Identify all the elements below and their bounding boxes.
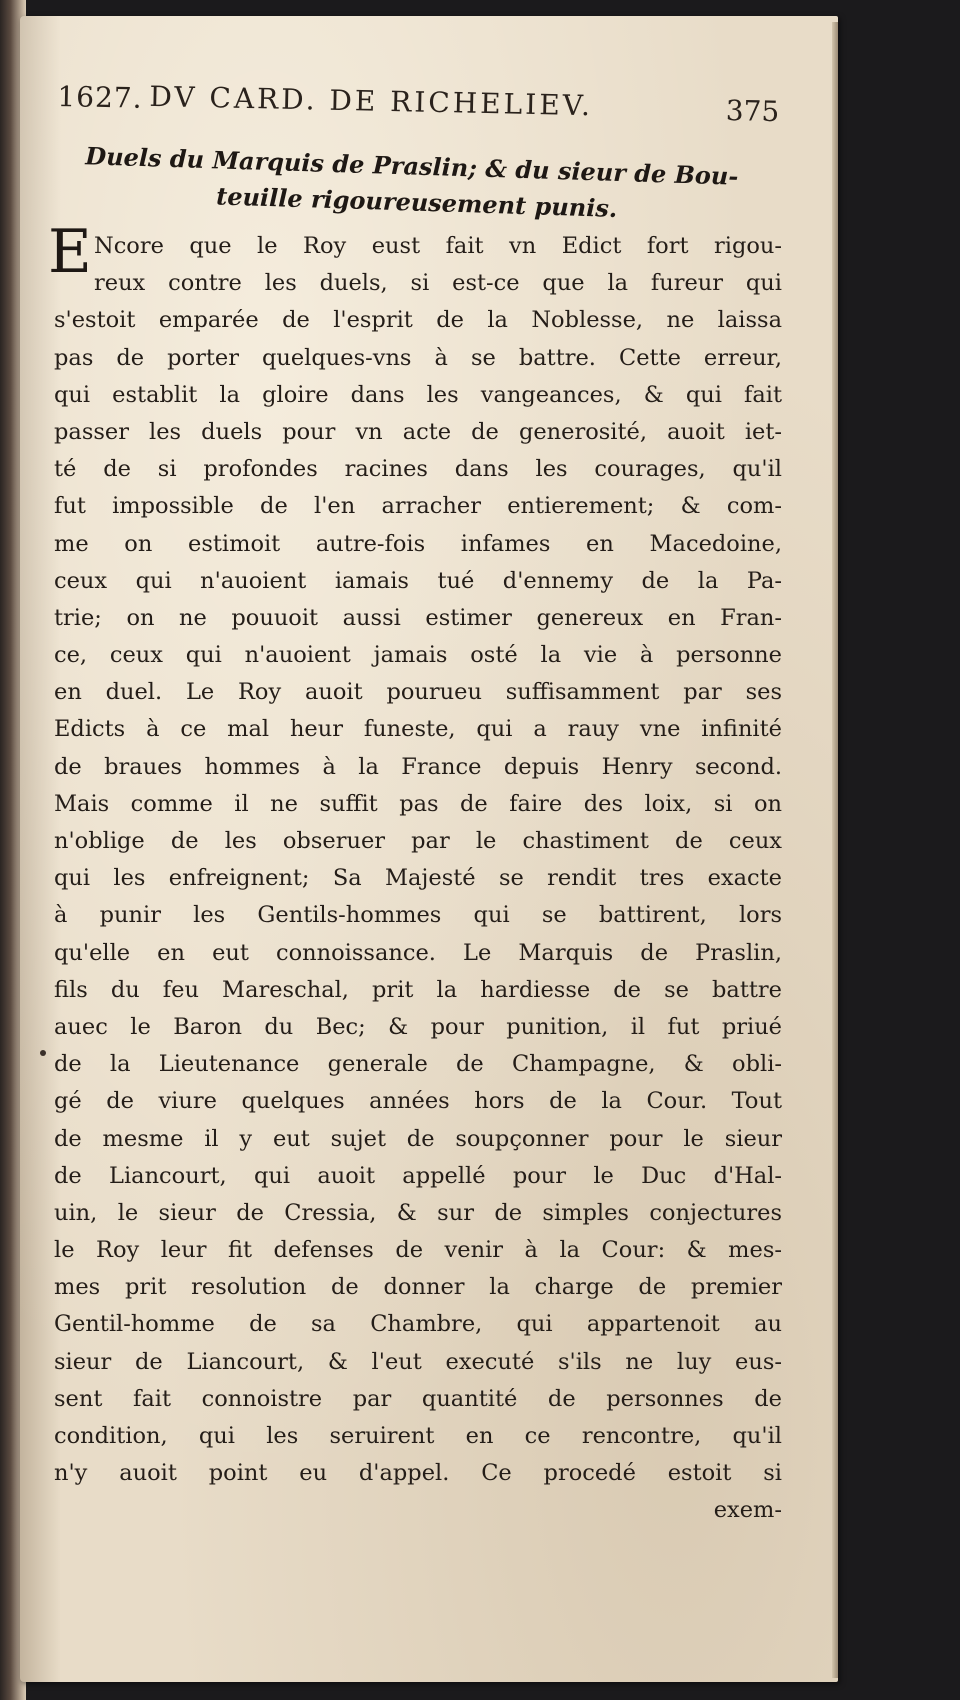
ink-spot (40, 1050, 46, 1056)
text-line: de mesme il y eut sujet de soupçonner pour le sieur (54, 1125, 782, 1152)
text-line: passer les duels pour vn acte de generosité, auoit iet- (54, 418, 782, 445)
page-number: 375 (725, 93, 780, 129)
text-line: Edicts à ce mal heur funeste, qui a rauy vne infinité (54, 716, 782, 743)
text-line: qui les enfreignent; Sa Majesté se rendit tres exacte (54, 865, 782, 892)
text-line: auec le Baron du Bec; & pour punition, il fut priué (54, 1013, 782, 1040)
text-line: Ncore que le Roy eust fait vn Edict fort rigou- (94, 233, 782, 259)
text-line: fils du feu Mareschal, prit la hardiesse de se battre (54, 976, 782, 1003)
running-head-title: DV CARD. DE RICHELIEV. (149, 79, 594, 123)
section-heading-line: Duels du Marquis de Praslin; & du sieur de Bou- (84, 141, 739, 191)
text-line: le Roy leur fit defenses de venir à la Cour: & mes- (54, 1237, 782, 1264)
text-line: ce, ceux qui n'auoient jamais osté la vie à personne (54, 642, 782, 669)
text-line: sent fait connoistre par quantité de personnes de (54, 1385, 782, 1412)
text-line: pas de porter quelques-vns à se battre. Cette erreur, (54, 344, 782, 371)
text-line: s'estoit emparée de l'esprit de la Noblesse, ne laissa (54, 307, 782, 334)
text-line: de la Lieutenance generale de Champagne, & obli- (54, 1051, 782, 1078)
text-line: en duel. Le Roy auoit pourueu suffisamment par ses (54, 679, 782, 706)
text-line: de Liancourt, qui auoit appellé pour le Duc d'Hal- (54, 1162, 782, 1189)
section-heading-line: teuille rigoureusement punis. (215, 181, 618, 223)
text-line: gé de viure quelques années hors de la Cour. Tout (54, 1088, 782, 1115)
catchword: exem- (713, 1497, 782, 1524)
text-line: ceux qui n'auoient iamais tué d'ennemy de la Pa- (54, 567, 782, 594)
drop-cap: E (48, 217, 92, 287)
text-line: qu'elle en eut connoissance. Le Marquis de Praslin, (54, 939, 782, 966)
text-line: à punir les Gentils-hommes qui se battirent, lors (54, 902, 782, 929)
text-line: me on estimoit autre-fois infames en Macedoine, (54, 530, 782, 557)
text-line: n'y auoit point eu d'appel. Ce procedé estoit si (54, 1460, 782, 1487)
text-line: condition, qui les seruirent en ce rencontre, qu'il (54, 1423, 782, 1449)
text-line: trie; on ne pouuoit aussi estimer genereux en Fran- (54, 604, 782, 631)
text-line: reux contre les duels, si est-ce que la fureur qui (94, 270, 782, 297)
text-line: qui establit la gloire dans les vangeances, & qui fait (54, 381, 782, 408)
text-line: n'oblige de les obseruer par le chastiment de ceux (54, 828, 782, 854)
text-line: de braues hommes à la France depuis Henry second. (54, 753, 782, 780)
text-line: Mais comme il ne suffit pas de faire des loix, si on (54, 790, 782, 817)
text-line: sieur de Liancourt, & l'eut executé s'ils ne luy eus- (54, 1348, 782, 1375)
text-line: uin, le sieur de Cressia, & sur de simples conjectures (54, 1199, 782, 1226)
text-line: fut impossible de l'en arracher entierement; & com- (54, 493, 782, 520)
running-head-year: 1627. (57, 79, 143, 115)
page-edge (832, 22, 838, 1678)
text-line: mes prit resolution de donner la charge de premier (54, 1274, 782, 1301)
body-text (48, 217, 782, 1530)
text-line: Gentil-homme de sa Chambre, qui appartenoit au (54, 1311, 782, 1338)
text-line: té de si profondes racines dans les courages, qu'il (54, 456, 782, 483)
